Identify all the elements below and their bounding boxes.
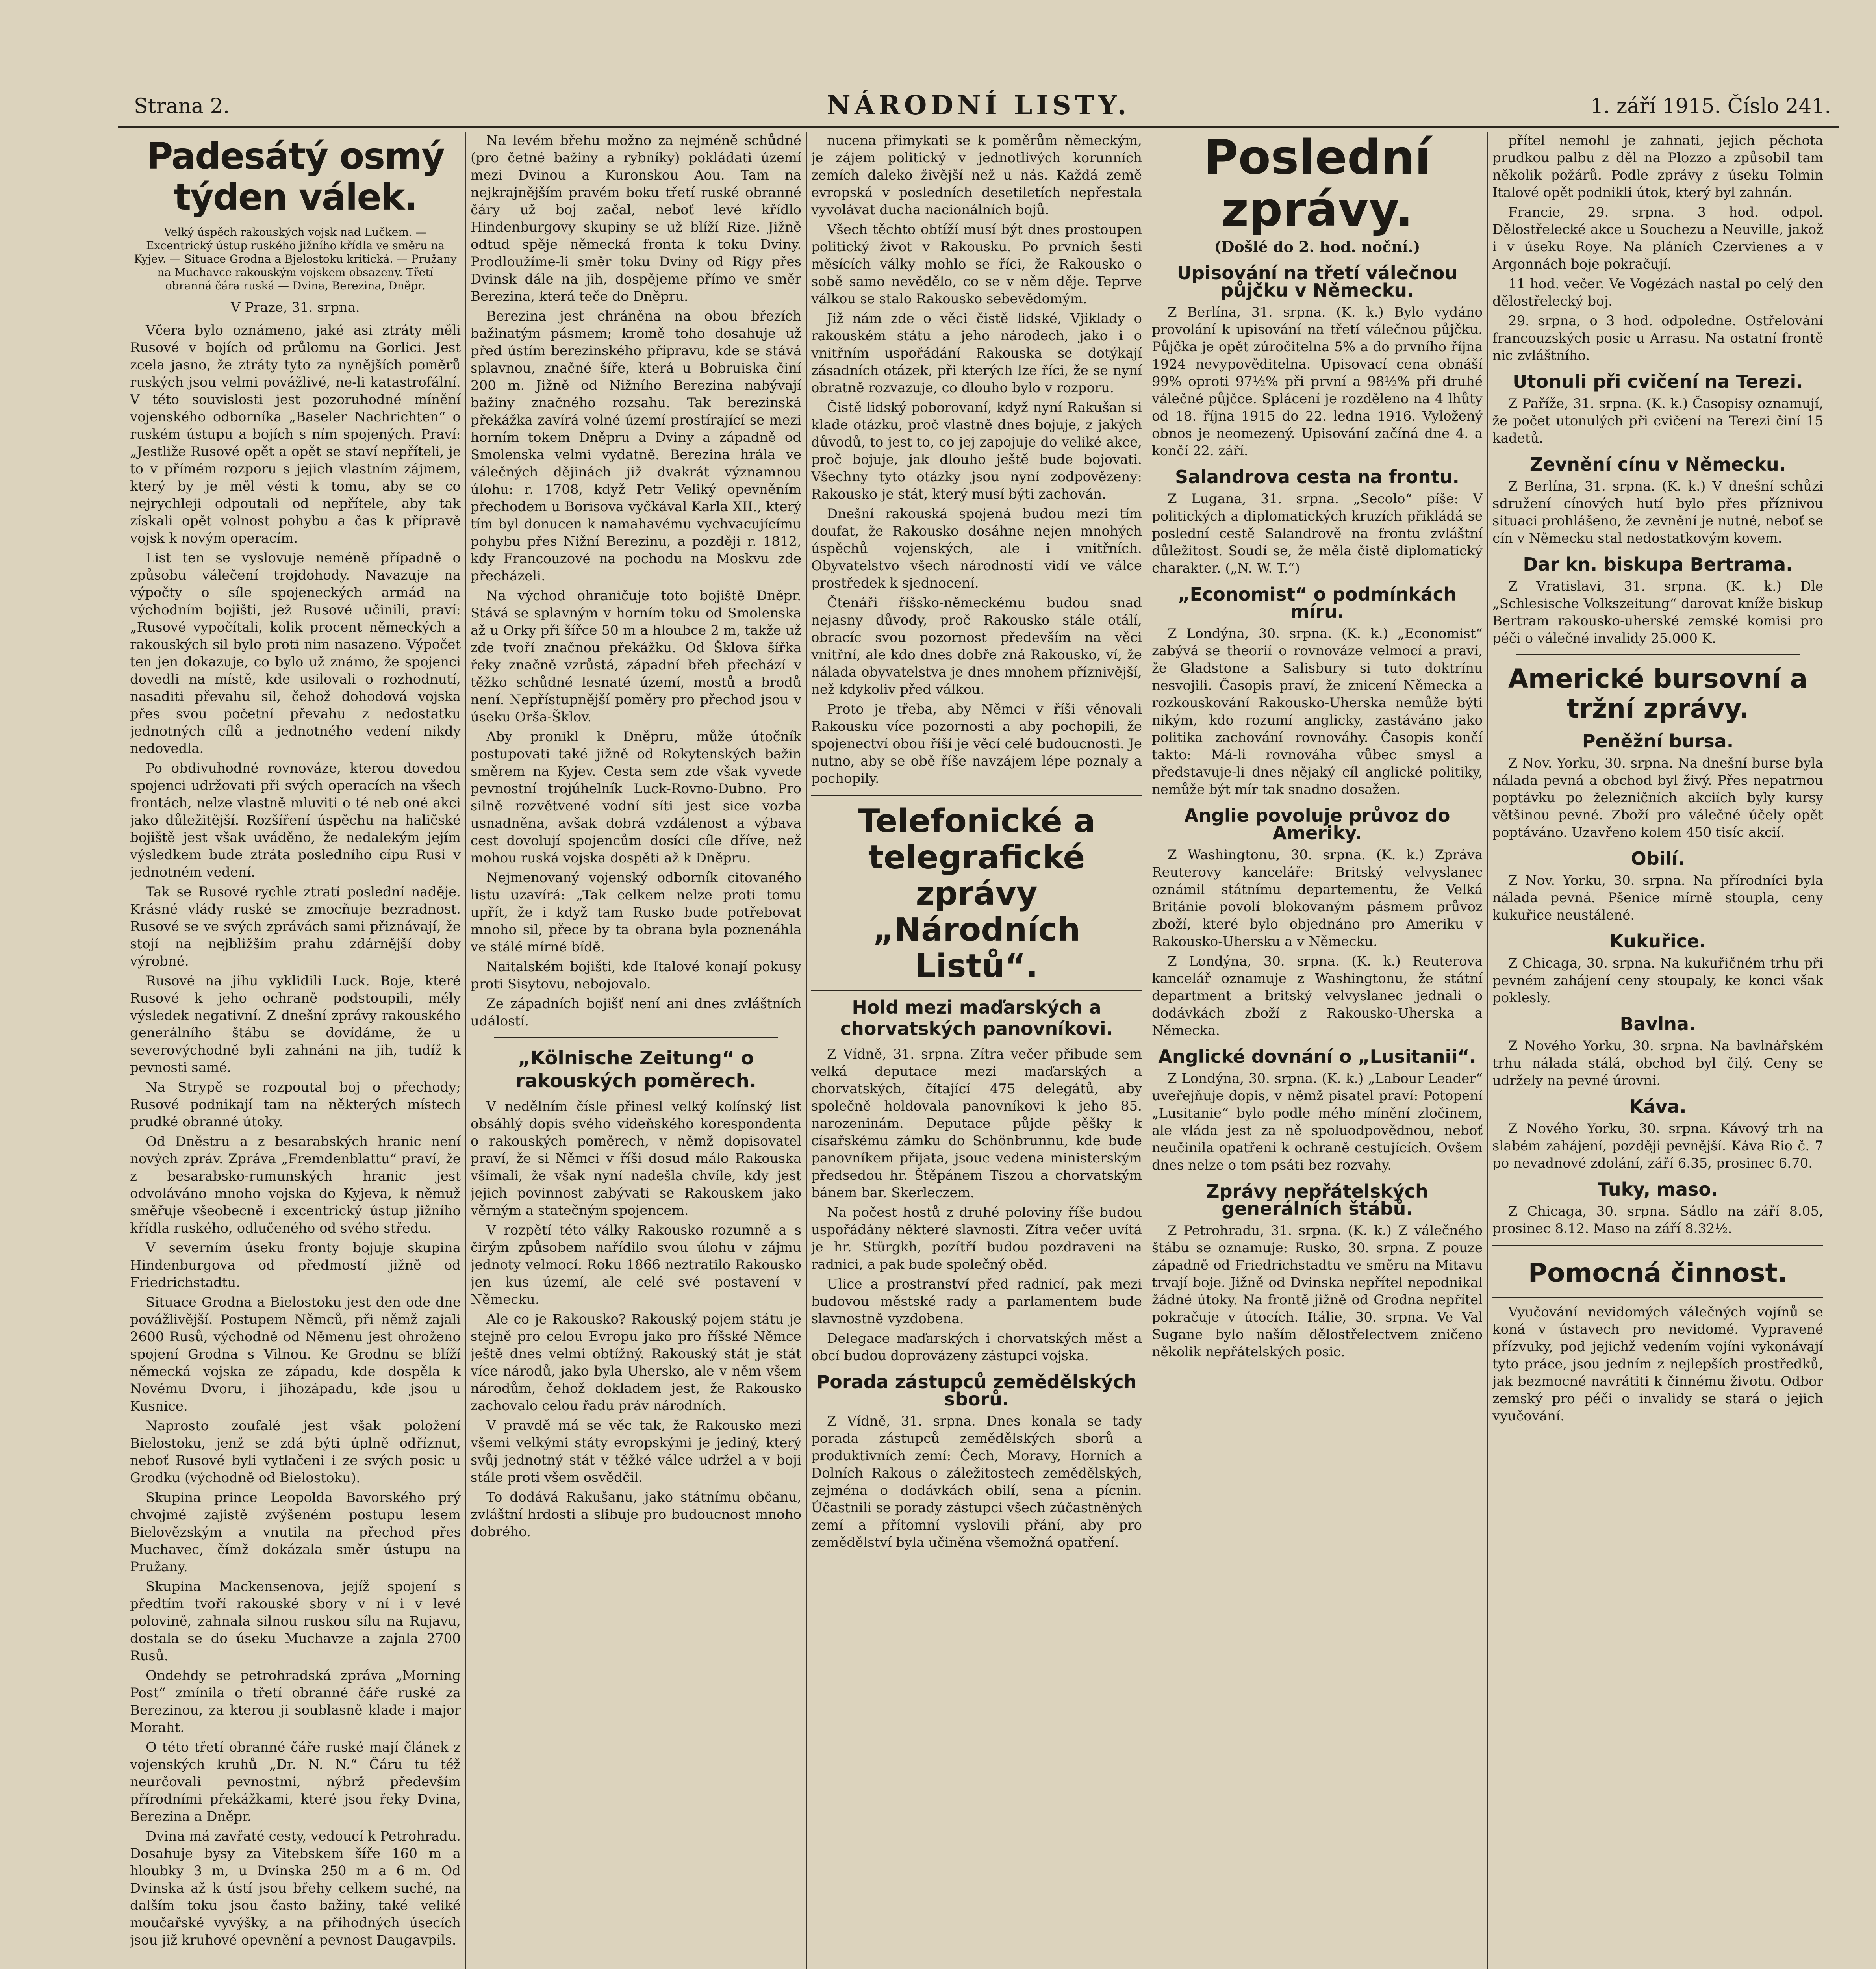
column-2 — [471, 132, 801, 1969]
section-title: Pomocná činnost. — [1528, 1258, 1788, 1288]
article-title: Anglie povoluje průvoz do Ameriky. — [1184, 805, 1450, 844]
paragraph: Z Lugana, 31. srpna. „Secolo“ píše: V politických a diplomatických kruzích přikládá se poslední cestě Salandrově na frontu zvláštní důležitost. Soudí se, že měla čistě diplomatický charakter. („N. W. T.“) — [1152, 491, 1483, 576]
paragraph: Berezina jest chráněna na obou březích bažinatým pásmem; kromě toho dosahuje už před ústím berezinského přípravu, kde se stává splavnou, značné šíře, která u Bobruiska činí 200 m. Jižně od Nižního Berezina nabývají bažiny značného rozsahu. Tak berezinská překážka zavírá volné území prostírající se mezi horním tokem Dněpru a Dviny a západně od Smolenska velmi vydatně. Berezina hrála ve válečných dějinách již dvakrát významnou úlohu: r. 1708, když Petr Veliký opevněním přechodem u Borisova vyčkával Karla XII., který tím byl donucen k namahavému vychvacujícímu pohybu přes Nižní Berezinu, a později r. 1812, kdy Francouzové na pochodu na Moskvu zde přecházeli. — [471, 308, 801, 584]
article-title: Anglické dovnání o „Lusitanii“. — [1158, 1046, 1476, 1067]
paragraph: Skupina Mackensenova, jejíž spojení s předtím tvoří rakouské sbory v ní i v levé polovině, zahnala silnou ruskou sílu na Rujavu, dostala se do úseku Muchavze a zajala 2700 Rusů. — [130, 1579, 461, 1664]
paragraph: Z Londýna, 30. srpna. (K. k.) „Economist“ zabývá se theorií o rovnováze velmocí a praví, že Gladstone a Salisbury si tuto doktrínu nesvojili. Časopis praví, že znicení Německa a rozkouskování Rakousko-Uherska nemůže býti nikým, kdo rozumí anglicky, zastáváno jako politika zachování rovnováhy. Časopis končí takto: Má-li rovnováha vůbec smysl a představuje-li dnes nějaký cíl anglické politiky, nemůže být mír tak snadno dosažen. — [1152, 626, 1483, 797]
paragraph: Z Vídně, 31. srpna. Dnes konala se tady porada zástupců zemědělských sborů a produktivních zemí: Čech, Moravy, Horních a Dolních Rakous o záležitostech zemědělských, zejména o dodávkách obilí, sena a pícnin. Účastnili se porady zástupci všech zúčastněných zemí a přítomní vyslovili přání, aby pro zemědělství byla učiněna všemožná opatření. — [811, 1413, 1142, 1550]
paragraph: Naitalském bojišti, kde Italové konají pokusy proti Sisytovu, nebojovalo. — [471, 959, 801, 992]
subsection-title: Tuky, maso. — [1598, 1179, 1718, 1200]
paragraph: Z Londýna, 30. srpna. (K. k.) Reuterova kancelář oznamuje z Washingtonu, že státní department a britský velvyslanec jednali o dodávkách zboží z Rakousko-Uherska a Německa. — [1152, 953, 1483, 1038]
paragraph: Rusové na jihu vyklidili Luck. Boje, které Rusové k jeho ochraně podstoupili, mély výsledek negativní. Z dnešní zprávy rakouského generálního štábu se dovídáme, že u severovýchodně byli zahnáni na jih, tudíž k pevnosti samé. — [130, 973, 461, 1075]
paragraph: O této třetí obranné čáře ruské mají článek z vojenských kruhů „Dr. N. N.“ Čáru tu též neurčovali pevnostmi, nýbrž především přírodními překážkami, které jsou řeky Dvina, Berezina a Dněpr. — [130, 1739, 461, 1824]
paragraph: Na Strypě se rozpoutal boj o přechody; Rusové podnikají tam na některých místech prudké obranné útoky. — [130, 1079, 461, 1130]
column-rule — [806, 132, 807, 1969]
paragraph: Situace Grodna a Bielostoku jest den ode dne povážlivější. Postupem Němců, při němž zajali 2600 Rusů, východně od Němenu jest ohroženo spojení Grodna s Vilnou. Ke Grodnu se blíží německá vojska ze západu, kde dospěla k Novému Dvoru, i jihozápadu, kde jsou u Kusnice. — [130, 1294, 461, 1414]
column-rule — [465, 132, 466, 1969]
paragraph: To dodává Rakušanu, jako státnímu občanu, zvláštní hrdosti a slibuje pro budoucnost mnoho dobrého. — [471, 1489, 801, 1540]
newspaper-title: NÁRODNÍ LISTY. — [827, 90, 1131, 121]
dateline: V Praze, 31. srpna. — [231, 300, 360, 315]
paragraph: Vyučování nevidomých válečných vojínů se koná v ústavech pro nevidomé. Vypravené přízvuky, pod jejichž vedením vojíni vykonávají tyto práce, jsou jedním z nejlepších prostředků, jak bezmocné navrátiti k činnému životu. Odbor zemský pro péči o invalidy se stará o jejich vyučování. — [1492, 1304, 1823, 1424]
article-title: Utonuli při cvičení na Terezi. — [1513, 371, 1803, 392]
paragraph: List ten se vyslovuje neméně případně o způsobu válečení trojdohody. Navazuje na výpočty o síle spojeneckých armád na východním bojišti, jež Rusové učinili, praví: „Rusové vypočítali, kolik procent německých a rakouských sil bylo proti nim nasazeno. Výpočet ten jen dokazuje, co bylo už známo, že spojenci dovedli na místě, kde usilovali o rozhodnutí, nasaditi převahu sil, čehož dohodová vojska přes svou početní převahu z nedostatku jednotných cílů a jednotného vedení nikdy nedovedla. — [130, 550, 461, 756]
masthead — [118, 83, 1839, 128]
paragraph: Na levém břehu možno za nejméně schůdné (pro četné bažiny a rybníky) pokládati území mezi Dvinou a Kuronskou Aou. Tam na nejkrajnějším pravém boku třetí ruské obranné čáry už boj začal, neboť levé křídlo Hindenburgovy skupiny se už blíží Rize. Jižně odtud spěje německá fronta k toku Dviny. Prodloužíme-li směr toku Dviny od Rigy přes Dvinsk dále na jih, dospějeme přímo ve směr Berezina, která teče do Dněpru. — [471, 133, 801, 304]
subsection-title: Bavlna. — [1620, 1013, 1696, 1035]
subsection-title: Obilí. — [1631, 848, 1685, 869]
paragraph: Z Chicaga, 30. srpna. Sádlo na září 8.05, prosinec 8.12. Maso na září 8.32½. — [1492, 1203, 1823, 1237]
paragraph: Dvina má zavřaté cesty, vedoucí k Petrohradu. Dosahuje bysy za Vitebskem šíře 160 m a hloubky 3 m, u Dvinska 250 m a 6 m. Od Dvinska až k ústí jsou břehy celkem suché, na dalším toku jsou často bažiny, také veliké moučařské vyvýšky, a na příhodných úsecích jsou již kruhové opevnění a pevnost Daugavpils. — [130, 1828, 461, 1948]
paragraph: Z Washingtonu, 30. srpna. (K. k.) Zpráva Reuterovy kanceláře: Britský velvyslanec oznámil státnímu departementu, že Velká Británie povolí blokovaným pásmem průvoz zboží, které bylo objednáno pro Ameriku v Rakousko-Uhersku a v Německu. — [1152, 847, 1483, 949]
article-title: Porada zástupců zemědělských sborů. — [816, 1371, 1137, 1410]
paragraph: Ale co je Rakousko? Rakouský pojem státu je stejně pro celou Evropu jako pro říšské Němce ještě dnes velmi obtížný. Rakouský stát je stát více národů, jako byla Uhersko, ale v něm všem národům, čehož dokladem jest, že Rakousko zachovalo celou řadu práv národních. — [471, 1311, 801, 1414]
paragraph: Z Nov. Yorku, 30. srpna. Na přírodníci byla nálada pevná. Pšenice mírně stoupla, ceny kukuřice neustálené. — [1492, 873, 1823, 923]
paragraph: Francie, 29. srpna. 3 hod. odpol. Dělostřelecké akce u Souchezu a Neuville, jakož i v úseku Roye. Na pláních Czervienes a v Argonnách boje pokračují. — [1492, 204, 1823, 272]
paragraph: V nedělním čísle přinesl velký kolínský list obsáhlý dopis svého vídeňského korespondenta o rakouských poměrech, v němž dopisovatel praví, že si Němci v říši dosud málo Rakouska všímali, že však nyní nadešla chvíle, kdy jest jejich povinnost zabývati se Rakouskem jako věrným a statečným spojencem. — [471, 1099, 801, 1218]
subsection-title: Kukuřice. — [1609, 931, 1706, 952]
paragraph: Z Londýna, 30. srpna. (K. k.) „Labour Leader“ uveřejňuje dopis, v němž pisatel praví: Potopení „Lusitanie“ bylo podle mého mínění zločinem, ale vláda jest za ně spoluodpovědnou, neboť neučinila opatření k ochraně cestujících. Ovšem dnes nelze o tom psáti bez rozvahy. — [1152, 1071, 1483, 1173]
paragraph: Z Berlína, 31. srpna. (K. k.) V dnešní schůzi sdružení cínových hutí bylo přes příznivou situaci prohlášeno, že zevnění je nutné, neboť se cín v Německu stal nedostatkovým kovem. — [1492, 478, 1823, 546]
paragraph: 11 hod. večer. Ve Vogézách nastal po celý den dělostřelecký boj. — [1492, 276, 1823, 309]
paragraph: Čistě lidský poborovaní, když nyní Rakušan si klade otázku, proč vlastně dnes bojuje, z jakých důvodů, to jest to, co jej zapojuje do veliké akce, proč bojuje, jak dlouho ještě bude bojovati. Všechny tyto otázky jsou nyní zodpovězeny: Rakousko je stát, který musí býti zachován. — [811, 400, 1142, 502]
paragraph: Z Nov. Yorku, 30. srpna. Na dnešní burse byla nálada pevná a obchod byl živý. Přes nepatrnou poptávku po železničních akciích byly kursy většinou pevné. Zboží pro válečné účely opět poptáváno. Uzavřeno kolem 450 tisíc akcií. — [1492, 755, 1823, 840]
paragraph: Z Nového Yorku, 30. srpna. Na bavlnářském trhu nálada stálá, obchod byl čilý. Ceny se udržely na pevné úrovni. — [1492, 1038, 1823, 1088]
paragraph: Naprosto zoufalé jest však položení Bielostoku, jenž se zdá býti úplně odříznut, neboť Rusové byli vytlačeni i ze svých posic u Grodku (východně od Bielostoku). — [130, 1418, 461, 1486]
paragraph: Z Berlína, 31. srpna. (K. k.) Bylo vydáno provolání k upisování na třetí válečnou půjčku. Půjčka je opět zúročitelna 5% a do prvního října 1924 nevypověditelna. Upisovací cena obnáší 99% oproti 97½% při první a 98½% při druhé válečné půjčce. Splácení je rozděleno na 4 lhůty od 18. října 1915 do 22. ledna 1916. Vyložený obnos je neomezený. Upisování začíná dne 4. a končí 22. září. — [1152, 304, 1483, 459]
paragraph: Proto je třeba, aby Němci v říši věnovali Rakousku více pozornosti a aby pochopili, že spojenectví obou říší je věcí celé budoucnosti. Je nutno, aby se obě říše navzájem lépe poznaly a pochopily. — [811, 701, 1142, 786]
paragraph: Všech těchto obtíží musí být dnes prostoupen politický život v Rakousku. Po prvních šesti měsících války mohlo se říci, že Rakousko o sobě samo nevědělo, co se v něm děje. Teprve válkou se stalo Rakousko sebevědomým. — [811, 222, 1142, 307]
section-box — [1492, 1245, 1823, 1298]
paragraph: Skupina prince Leopolda Bavorského prý chvojmé zajistě zvýšeném postupu lesem Bielovězským a vnutila na přechod přes Muchavec, čímž dokázala směr ústupu na Pružany. — [130, 1490, 461, 1575]
paragraph: 29. srpna, o 3 hod. odpoledne. Ostřelování francouzských posic u Arrasu. Na ostatní frontě nic zvláštního. — [1492, 313, 1823, 363]
article-title: Zevnění cínu v Německu. — [1529, 454, 1786, 475]
telegraph-title: Telefonické a telegrafické zprávy „Národních Listů“. — [858, 803, 1096, 985]
paragraph: Již nám zde o věci čistě lidské, Vjiklady o rakouském státu a jeho národech, jako i o vnitřním uspořádání Rakouska se dotýkají zásadních otázek, při kterých lze říci, že se nyní obratně rozvazuje, co dlouho bylo v rozporu. — [811, 311, 1142, 396]
column-rule — [1487, 132, 1488, 1969]
paragraph: Tak se Rusové rychle ztratí poslední naděje. Krásné vlády ruské se zmocňuje bezradnost. Rusové se ve svých zprávách sami přiznávají, že stojí na nejbližším prahu zdárnější doby výrobné. — [130, 884, 461, 969]
paragraph: V severním úseku fronty bojuje skupina Hindenburgova od předmostí jižně od Friedrichstadtu. — [130, 1240, 461, 1290]
paragraph: Z Nového Yorku, 30. srpna. Kávový trh na slabém zahájení, později pevnější. Káva Rio č. 7 po nevadnové zdolání, září 6.35, prosinec 6.70. — [1492, 1121, 1823, 1171]
paragraph: Z Chicaga, 30. srpna. Na kukuřičném trhu při pevném zahájení ceny stoupaly, ke konci však poklesly. — [1492, 955, 1823, 1006]
paragraph: Z Vratislavi, 31. srpna. (K. k.) Dle „Schlesische Volkszeitung“ darovat kníže biskup Bertram rakousko-uherské zemské komisi pro péči o válečné invalidy 25.000 K. — [1492, 578, 1823, 646]
paragraph: Delegace maďarských i chorvatských měst a obcí budou doprovázeny zástupci vojska. — [811, 1331, 1142, 1364]
subsection-title: Peněžní bursa. — [1582, 730, 1734, 752]
article-title: „Economist“ o podmínkách míru. — [1178, 584, 1457, 622]
article-title: Zprávy nepřátelských generálních štábů. — [1206, 1181, 1428, 1219]
column-4 — [1152, 132, 1483, 1969]
article-title: „Kölnische Zeitung“ o rakouských poměrech. — [515, 1047, 756, 1092]
divider — [494, 1037, 778, 1038]
headline-summary: Velký úspěch rakouských vojsk nad Lučkem. — Excentrický ústup ruského jižního křídla ve směru na Kyjev. — Situace Grodna a Bjelostoku kritická. — Pružany na Muchavce rakouským vojskem obsazeny. Třetí obranná čára ruská — Dvina, Berezina, Dněpr. — [134, 226, 457, 292]
column-5 — [1492, 132, 1823, 1969]
paragraph: Ondehdy se petrohradská zpráva „Morning Post“ zmínila o třetí obranné čáře ruské za Berezinou, za kterou ji soublasně klade i major Moraht. — [130, 1668, 461, 1735]
section-title: Americké bursovní a tržní zprávy. — [1508, 664, 1808, 724]
telegraph-subtitle: Hold mezi maďarských a chorvatských panovníkovi. — [840, 997, 1113, 1039]
main-headline: Padesátý osmý týden válek. — [146, 135, 444, 218]
telegraph-header — [811, 795, 1142, 991]
column-1 — [130, 132, 461, 1969]
paragraph: Z Paříže, 31. srpna. (K. k.) Časopisy oznamují, že počet utonulých při cvičení na Terezi činí 15 kadetů. — [1492, 396, 1823, 446]
paragraph: Na počest hostů z druhé poloviny říše budou uspořádány některé slavnosti. Zítra večer uvítá je hr. Stürgkh, pozítří budou pozdraveni na radnici, a pak bude společný oběd. — [811, 1205, 1142, 1272]
issue-info: 1. září 1915. Číslo 241. — [1590, 95, 1831, 118]
paragraph: Aby pronikl k Dněpru, může útočník postupovati také jižně od Rokytenských bažin směrem na Kyjev. Cesta sem zde však vyvede pevnostní trojúhelník Luck-Rovno-Dubno. Pro silně rozvětvené vodní síti jest sice vozba usnadněna, avšak dobrá vzdálenost a výbava cest dovolují spojencům dosíci cíle dříve, než mohou ruská vojska dospěti až k Dněpru. — [471, 729, 801, 866]
column-3 — [811, 132, 1142, 1969]
paragraph: Z Vídně, 31. srpna. Zítra večer přibude sem velká deputace mezi maďarských a chorvatských, čítající 475 delegátů, aby společně holdovala panovníkovi k jeho 85. narozeninám. Deputace půjde pěšky k císařskému zámku do Schönbrunnu, kde bude panovníkem přijata, jsouc vedena ministerským předsedou hr. Štěpánem Tiszou a chorvatským bánem bar. Skerleczem. — [811, 1046, 1142, 1201]
latest-news-title: Poslední zprávy. — [1203, 132, 1431, 237]
paragraph: Ulice a prostranství před radnicí, pak mezi budovou městské rady a parlamentem bude slavnostně vyzdobena. — [811, 1276, 1142, 1327]
article-title: Upisování na třetí válečnou půjčku v Německu. — [1177, 262, 1458, 301]
latest-news-subtitle: (Došlé do 2. hod. noční.) — [1214, 238, 1420, 256]
divider — [1516, 654, 1800, 655]
subsection-title: Káva. — [1629, 1096, 1687, 1117]
paragraph: Včera bylo oznámeno, jaké asi ztráty měli Rusové v bojích od průlomu na Gorlici. Jest zcela jasno, že ztráty tyto za nynějších poměrů ruských jsou velmi povážlivé, ne-li katastrofální. V této souvislosti jest pozoruhodné mínění vojenského odborníka „Baseler Nachrichten“ o ruském ústupu a bojích s ním spojených. Praví: „Jestliže Rusové opět a opět se staví nepříteli, je to v přímém rozporu s jejich vlastním zájmem, který by je měl vésti k tomu, aby se co nejrychleji odpoutali od nepřítele, aby tak získali opět volnost pohybu a čas k přípravě vojsk k novým operacím. — [130, 323, 461, 546]
paragraph: Čtenáři říšsko-německému budou snad nejasny důvody, proč Rakousko stále otálí, obracíc svou pozornost především na věci vnitřní, ale kdo dnes dobře zná Rakousko, ví, že nálada obyvatelstva je dnes mnohem příznivější, než kdykoliv před válkou. — [811, 595, 1142, 697]
page-label: Strana 2. — [134, 95, 230, 118]
paragraph: Z Petrohradu, 31. srpna. (K. k.) Z válečného štábu se oznamuje: Rusko, 30. srpna. Z pouze západně od Friedrichstadtu ve směru na Mitavu trvají boje. Jižně od Dvinska nepřítel nepodnikal žádné útoky. Na frontě jižně od Grodna nepřítel pokračuje v útocích. Itálie, 30. srpna. Ve Val Sugane bylo naším dělostřelectvem zničeno několik nepřátelských posic. — [1152, 1223, 1483, 1360]
paragraph: přítel nemohl je zahnati, jejich pěchota prudkou palbu z děl na Plozzo a způsobil tam několik požárů. Podle zprávy z úseku Tolmin Italové opět podnikli útok, který byl zahnán. — [1492, 133, 1823, 200]
paragraph: V pravdě má se věc tak, že Rakousko mezi všemi velkými státy evropskými je jediný, který svůj jednotný stát v těžké válce udržel a v boji stále proti všem osvědčil. — [471, 1418, 801, 1485]
paragraph: V rozpětí této války Rakousko rozumně a s čirým způsobem nařídilo svou úlohu v zájmu jednoty velmocí. Roku 1866 neztratilo Rakousko jen kus území, ale celé své postavení v Německu. — [471, 1222, 801, 1307]
article-title: Salandrova cesta na frontu. — [1175, 466, 1459, 488]
paragraph: Po obdivuhodné rovnováze, kterou dovedou spojenci udržovati při svých operacích na všech frontách, nelze vlastně mluviti o té neb oné akci jako důležitější. Rozšíření úspěchu na haličské bojiště jest však uváděno, že nedalekým jejím výsledkem bude ztráta posledního cípu Rusi v jednotném vedení. — [130, 760, 461, 880]
paragraph: Nejmenovaný vojenský odborník citovaného listu uzavírá: „Tak celkem nelze proti tomu upřít, že i když tam Rusko bude potřebovat mnoho sil, přece by ta obrana byla poznenáhla ve stálé mírné bídě. — [471, 870, 801, 955]
paragraph: Od Dněstru a z besarabských hranic není nových zpráv. Zpráva „Fremdenblattu“ praví, že z besarabsko-rumunských hranic jest odvoláváno mnoho vojska do Kyjeva, k němuž směřuje všeobecně i excentrický ústup jižního křídla ruského, odlučeného od svého středu. — [130, 1134, 461, 1236]
paragraph: Na východ ohraničuje toto bojiště Dněpr. Stává se splavným v horním toku od Smolenska až u Orky při šířce 50 m a hloubce 2 m, takže už zde tvoří značnou překážku. Od Šklova šířka řeky značně vzrůstá, západní břeh přechází v těžko schůdné lesnaté území, mostů a brodů není. Nepřístupnější poměry pro přechod jsou v úseku Orša-Šklov. — [471, 588, 801, 725]
article-title: Dar kn. biskupa Bertrama. — [1523, 554, 1793, 575]
paragraph: nucena přimykati se k poměrům německým, je zájem politický v jednotlivých korunních zemích daleko živější než u nás. Každá země evropská v posledních desetiletích nepřestala vyvolávat ducha nacionálních bojů. — [811, 133, 1142, 218]
paragraph: Dnešní rakouská spojená budou mezi tím doufat, že Rakousko dosáhne nejen mnohých úspěchů vojenských, ale i vnitřních. Obyvatelstvo všech národností vidí ve válce prostředek k sjednocení. — [811, 506, 1142, 591]
paragraph: Ze západních bojišť není ani dnes zvláštních událostí. — [471, 996, 801, 1029]
